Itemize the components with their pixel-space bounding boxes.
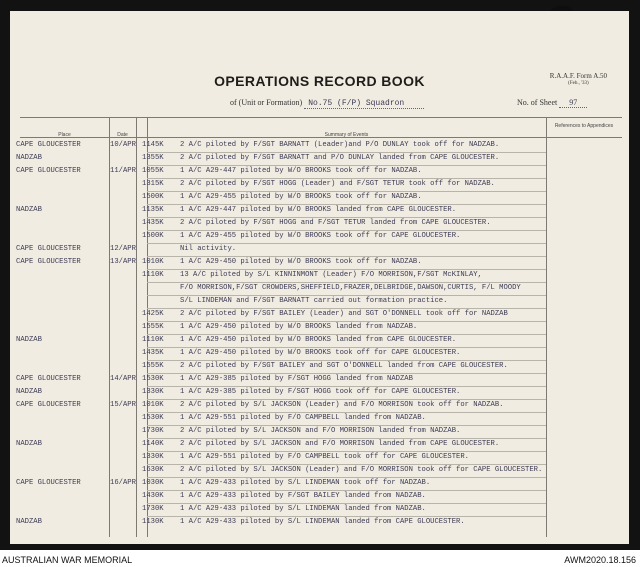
record-sheet [10, 11, 629, 544]
row-rule [147, 373, 546, 374]
row-rule [147, 321, 546, 322]
row-time: 1730K [142, 505, 164, 513]
row-rule [147, 451, 546, 452]
row-place: NADZAB [16, 518, 42, 526]
row-summary: 2 A/C piloted by F/SGT BARNATT and P/O DUNLAY landed from CAPE GLOUCESTER. [180, 154, 500, 162]
row-place: CAPE GLOUCESTER [16, 141, 81, 149]
row-rule [147, 204, 546, 205]
row-date: 11/APR [110, 167, 136, 175]
row-place: NADZAB [16, 206, 42, 214]
row-summary: 2 A/C piloted by F/SGT HOGG (Leader) and F/SGT TETUR took off for NADZAB. [180, 180, 495, 188]
row-rule [147, 464, 546, 465]
row-place: CAPE GLOUCESTER [16, 401, 81, 409]
row-summary: 1 A/C A29-551 piloted by F/O CAMPBELL took off for CAPE GLOUCESTER. [180, 453, 469, 461]
header-date: Date [117, 132, 128, 138]
row-date: 14/APR [110, 375, 136, 383]
row-rule [147, 243, 546, 244]
row-time: 1110K [142, 271, 164, 279]
row-summary: 2 A/C piloted by F/SGT HOGG and F/SGT TETUR landed from CAPE GLOUCESTER. [180, 219, 491, 227]
row-summary: S/L LINDEMAN and F/SGT BARNATT carried out formation practice. [180, 297, 448, 305]
row-time: 1330K [142, 453, 164, 461]
row-rule [147, 490, 546, 491]
row-summary: 2 A/C piloted by S/L JACKSON (Leader) and F/O MORRISON took off for CAPE GLOUCESTER. [180, 466, 543, 474]
row-summary: 1 A/C A29-433 piloted by F/SGT BAILEY landed from NADZAB. [180, 492, 426, 500]
row-place: CAPE GLOUCESTER [16, 375, 81, 383]
row-summary: 2 A/C piloted by F/SGT BARNATT (Leader)and P/O DUNLAY took off for NADZAB. [180, 141, 500, 149]
row-time: 1145K [142, 141, 164, 149]
row-time: 1430K [142, 492, 164, 500]
row-rule [147, 516, 546, 517]
row-time: 1555K [142, 362, 164, 370]
row-rule [147, 477, 546, 478]
row-summary: 1 A/C A29-447 piloted by W/O BROOKS took off for NADZAB. [180, 167, 422, 175]
row-summary: 1 A/C A29-455 piloted by W/O BROOKS took off for NADZAB. [180, 193, 422, 201]
row-time: 1500K [142, 193, 164, 201]
row-place: NADZAB [16, 388, 42, 396]
row-time: 1030K [142, 479, 164, 487]
row-place: CAPE GLOUCESTER [16, 167, 81, 175]
row-summary: 1 A/C A29-450 piloted by W/O BROOKS took off for CAPE GLOUCESTER. [180, 349, 461, 357]
sheet-number [517, 98, 587, 107]
row-summary: 1 A/C A29-450 piloted by W/O BROOKS landed from CAPE GLOUCESTER. [180, 336, 457, 344]
row-time: 1435K [142, 349, 164, 357]
row-rule [147, 412, 546, 413]
row-time: 1055K [142, 167, 164, 175]
header-references: References to Appendices [554, 123, 614, 129]
row-rule [147, 425, 546, 426]
sheet-label: No. of Sheet [517, 98, 558, 107]
row-rule [147, 152, 546, 153]
row-time: 1530K [142, 375, 164, 383]
row-place: NADZAB [16, 154, 42, 162]
row-rule [147, 217, 546, 218]
row-date: 15/APR [110, 401, 136, 409]
row-rule [147, 230, 546, 231]
row-time: 1010K [142, 401, 164, 409]
row-time: 1630K [142, 466, 164, 474]
archive-credit: AUSTRALIAN WAR MEMORIAL [2, 555, 133, 565]
row-summary: 13 A/C piloted by S/L KINNINMONT (Leader) F/O MORRISON,F/SGT McKINLAY, [180, 271, 482, 279]
row-date: 10/APR [110, 141, 136, 149]
row-rule [147, 334, 546, 335]
row-date: 16/APR [110, 479, 136, 487]
row-time: 1135K [142, 206, 164, 214]
row-time: 1530K [142, 414, 164, 422]
row-summary: 1 A/C A29-450 piloted by W/O BROOKS landed from NADZAB. [180, 323, 418, 331]
row-rule [147, 165, 546, 166]
row-place: NADZAB [16, 336, 42, 344]
row-date: 13/APR [110, 258, 136, 266]
row-time: 1555K [142, 323, 164, 331]
row-time: 1425K [142, 310, 164, 318]
row-summary: 1 A/C A29-447 piloted by W/O BROOKS landed from CAPE GLOUCESTER. [180, 206, 457, 214]
row-time: 1130K [142, 518, 164, 526]
header-place: Place [58, 132, 71, 138]
row-summary: F/O MORRISON,F/SGT CROWDERS,SHEFFIELD,FRAZER,DELBRIDGE,DAWSON,CURTIS, F/L MOODY [180, 284, 521, 292]
row-summary: 2 A/C piloted by S/L JACKSON and F/O MORRISON landed from NADZAB. [180, 427, 461, 435]
row-summary: 1 A/C A29-385 piloted by F/SGT HOGG landed from NADZAB [180, 375, 413, 383]
row-summary: Nil activity. [180, 245, 237, 253]
row-time: 1010K [142, 258, 164, 266]
unit-line [230, 98, 424, 108]
row-date: 12/APR [110, 245, 136, 253]
row-time: 1110K [142, 336, 164, 344]
row-summary: 2 A/C piloted by F/SGT BAILEY and SGT O'DONNELL landed from CAPE GLOUCESTER. [180, 362, 508, 370]
header-summary: Summary of Events [324, 132, 369, 138]
row-summary: 1 A/C A29-433 piloted by S/L LINDEMAN landed from NADZAB. [180, 505, 426, 513]
row-summary: 1 A/C A29-551 piloted by F/O CAMPBELL landed from NADZAB. [180, 414, 426, 422]
row-summary: 2 A/C piloted by S/L JACKSON and F/O MORRISON landed from CAPE GLOUCESTER. [180, 440, 500, 448]
unit-label: of (Unit or Formation) [230, 98, 303, 107]
references-divider [546, 117, 547, 537]
row-time: 1730K [142, 427, 164, 435]
row-rule [147, 438, 546, 439]
form-identifier [550, 72, 607, 88]
row-summary: 1 A/C A29-455 piloted by W/O BROOKS took off for CAPE GLOUCESTER. [180, 232, 461, 240]
row-rule [147, 347, 546, 348]
row-summary: 2 A/C piloted by F/SGT BAILEY (Leader) and SGT O'DONNELL took off for NADZAB [180, 310, 508, 318]
row-rule [147, 191, 546, 192]
row-rule [147, 503, 546, 504]
row-summary: 1 A/C A29-433 piloted by S/L LINDEMAN took off for NADZAB. [180, 479, 431, 487]
row-rule [147, 295, 546, 296]
table-top-rule [20, 117, 622, 118]
row-place: CAPE GLOUCESTER [16, 479, 81, 487]
row-rule [147, 282, 546, 283]
row-rule [147, 178, 546, 179]
form-title: OPERATIONS RECORD BOOK [214, 73, 425, 89]
row-place: NADZAB [16, 440, 42, 448]
row-rule [147, 269, 546, 270]
row-time: 1315K [142, 180, 164, 188]
row-time: 1140K [142, 440, 164, 448]
row-rule [147, 399, 546, 400]
row-place: CAPE GLOUCESTER [16, 258, 81, 266]
archive-reference: AWM2020.18.156 [564, 555, 636, 565]
date-divider [136, 117, 137, 537]
row-rule [147, 360, 546, 361]
row-summary: 2 A/C piloted by S/L JACKSON (Leader) and F/O MORRISON took off for NADZAB. [180, 401, 504, 409]
row-summary: 1 A/C A29-450 piloted by W/O BROOKS took off for NADZAB. [180, 258, 422, 266]
place-divider [109, 117, 110, 537]
row-summary: 1 A/C A29-433 piloted by S/L LINDEMAN landed from CAPE GLOUCESTER. [180, 518, 465, 526]
row-time: 1330K [142, 388, 164, 396]
unit-value: No.75 (F/P) Squadron [304, 99, 424, 109]
row-time: 1500K [142, 232, 164, 240]
row-time: 1435K [142, 219, 164, 227]
row-rule [147, 256, 546, 257]
sheet-value: 97 [559, 98, 587, 108]
row-summary: 1 A/C A29-385 piloted by F/SGT HOGG took off for CAPE GLOUCESTER. [180, 388, 461, 396]
row-place: CAPE GLOUCESTER [16, 245, 81, 253]
row-time: 1355K [142, 154, 164, 162]
row-rule [147, 386, 546, 387]
row-rule [147, 308, 546, 309]
form-id-date: (Feb., '33) [568, 81, 589, 86]
form-id-text: R.A.A.F. Form A.50 [549, 72, 607, 80]
